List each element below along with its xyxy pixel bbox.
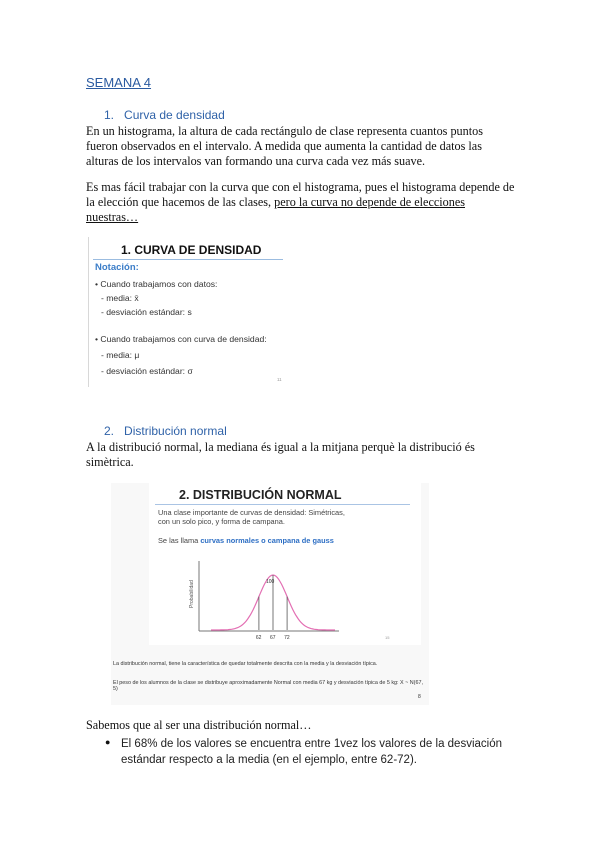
slide-density-curve xyxy=(88,237,292,387)
normal-curve-chart xyxy=(149,483,421,645)
slide2-desc-2: con un solo pico, y forma de campana. xyxy=(158,517,285,526)
section2-heading-text: Distribución normal xyxy=(124,424,227,438)
chart-tick-67: 67 xyxy=(270,635,276,641)
section1-number: 1. xyxy=(104,108,115,122)
slide2-page-number: 15 xyxy=(385,635,390,640)
slide-normal-distribution xyxy=(111,483,429,705)
slide2-called-highlight: curvas normales o campana de gauss xyxy=(200,536,334,545)
section2-paragraph: A la distribució normal, la mediana és igual a la mitjana perquè la distribució és simètrica. xyxy=(86,440,475,469)
chart-peak-label: 100 xyxy=(266,579,275,585)
slide2-title: 2. DISTRIBUCIÓN NORMAL xyxy=(179,488,342,502)
slide1-data-sd: - desviación estándar: s xyxy=(101,307,192,317)
slide2-note-1: La distribución normal, tiene la característica de quedar totalmente descrita con la media y la desviación típica. xyxy=(113,661,378,667)
slide1-curve-label: • Cuando trabajamos con curva de densidad: xyxy=(95,334,267,344)
week-title: SEMANA 4 xyxy=(86,75,152,90)
section1-paragraph-2-underlined: pero la curva no depende de elecciones nuestras… xyxy=(86,195,465,224)
slide1-title: 1. CURVA DE DENSIDAD xyxy=(121,243,262,257)
section1-heading xyxy=(104,108,225,122)
slide1-data-label: • Cuando trabajamos con datos: xyxy=(95,279,218,289)
section1-heading-text: Curva de densidad xyxy=(124,108,225,122)
slide1-curve-mean: - media: μ xyxy=(101,350,140,360)
section1-paragraph-2 xyxy=(86,180,516,225)
chart-y-label: Probabilidad xyxy=(189,580,195,608)
slide1-notation: Notación: xyxy=(95,262,139,273)
slide1-page-number: 11 xyxy=(277,377,282,382)
slide2-called-start: Se las llama xyxy=(158,536,201,545)
section2-heading xyxy=(104,424,227,438)
bullet-icon: ● xyxy=(105,737,111,747)
slide1-curve-sd: - desviación estándar: σ xyxy=(101,366,193,376)
conclusion-intro: Sabemos que al ser una distribución normal… xyxy=(86,718,312,732)
section1-paragraph-1: En un histograma, la altura de cada rectángulo de clase representa cuantos puntos fueron observados en el intervalo. A medida que aumenta la cantidad de datos las alturas de los intervalos van formando una curva cada vez más suave. xyxy=(86,124,483,168)
chart-tick-62: 62 xyxy=(255,635,262,641)
slide1-data-mean: - media: x̄ xyxy=(101,293,139,303)
slide1-divider xyxy=(93,259,283,260)
chart-tick-72: 72 xyxy=(284,635,290,641)
slide2-content xyxy=(149,483,421,645)
section2-number: 2. xyxy=(104,424,115,438)
slide2-note-2: El peso de los alumnos de la clase se distribuye aproximadamente Normal con media 67 kg y desviación típica de 5 kg: X ~ N(67, 5) xyxy=(113,680,423,693)
slide2-note-page: 8 xyxy=(418,694,421,700)
section1-paragraph-2-start: Es mas fácil trabajar con la curva que con el histograma, pues el histograma depende de la elección que hacemos de las clases, xyxy=(86,180,515,209)
conclusion-item-1: El 68% de los valores se encuentra entre 1vez los valores de la desviación estándar respecto a la media (en el ejemplo, entre 62-72). xyxy=(121,738,502,766)
slide2-desc-1: Una clase importante de curvas de densidad: Simétricas, xyxy=(158,508,345,517)
